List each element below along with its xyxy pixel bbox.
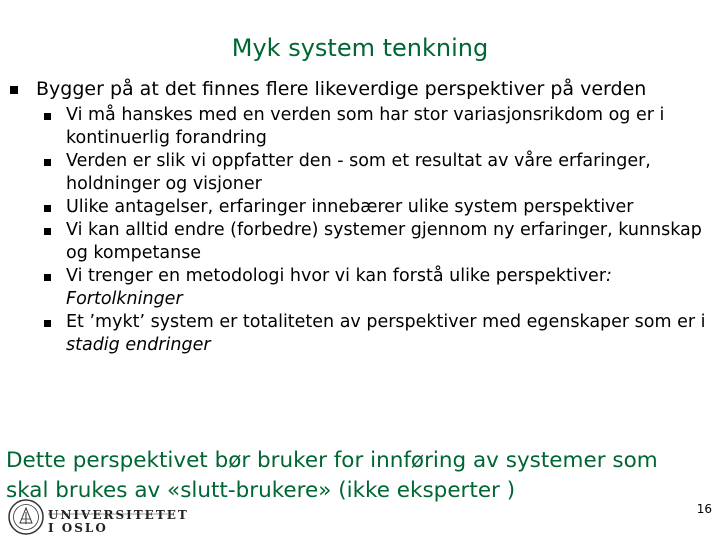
bullet-marker bbox=[44, 228, 51, 235]
bullet-marker bbox=[44, 274, 51, 281]
sub-bullet-italic: stadig endringer bbox=[66, 335, 211, 355]
university-line-1: UNIVERSITETET bbox=[48, 508, 189, 522]
bullet-marker bbox=[44, 159, 51, 166]
sub-bullet-text: Ulike antagelser, erfaringer innebærer ulike system perspektiver bbox=[66, 197, 634, 217]
sub-bullet-item bbox=[42, 265, 717, 311]
sub-bullet-text: Vi må hanskes med en verden som har stor variasjonsrikdom og er i kontinuerlig forandring bbox=[66, 105, 665, 148]
sub-bullet-text: Vi trenger en metodologi hvor vi kan forstå ulike perspektiver bbox=[66, 266, 607, 286]
bullet-marker bbox=[44, 113, 51, 120]
sub-bullet-list bbox=[42, 104, 717, 357]
main-bullet-text: Bygger på at det finnes flere likeverdige perspektiver på verden bbox=[36, 78, 647, 100]
sub-bullet-text: Verden er slik vi oppfatter den - som et resultat av våre erfaringer, holdninger og visjoner bbox=[66, 151, 651, 194]
sub-bullet-text: Et ’mykt’ system er totaliteten av perspektiver med egenskaper som er i bbox=[66, 312, 706, 332]
slide-title: Myk system tenkning bbox=[231, 34, 489, 62]
main-bullet-marker bbox=[10, 86, 18, 94]
sub-bullet-italic: : Fortolkninger bbox=[66, 266, 612, 309]
university-line-2: I OSLO bbox=[48, 521, 108, 535]
bullet-marker bbox=[44, 205, 51, 212]
sub-bullet-item bbox=[42, 219, 717, 265]
page-number: 16 bbox=[696, 502, 712, 516]
conclusion-text: Dette perspektivet bør bruker for innføring av systemer som skal brukes av «slutt-brukere» (ikke eksperter ) bbox=[6, 448, 658, 503]
sub-bullet-item bbox=[42, 196, 717, 219]
sub-bullet-text: Vi kan alltid endre (forbedre) systemer gjennom ny erfaringer, kunnskap og kompetanse bbox=[66, 220, 702, 263]
bullet-marker bbox=[44, 320, 51, 327]
sub-bullet-item bbox=[42, 311, 717, 357]
university-name bbox=[48, 509, 189, 535]
sub-bullet-item bbox=[42, 104, 717, 150]
sub-bullet-item bbox=[42, 150, 717, 196]
